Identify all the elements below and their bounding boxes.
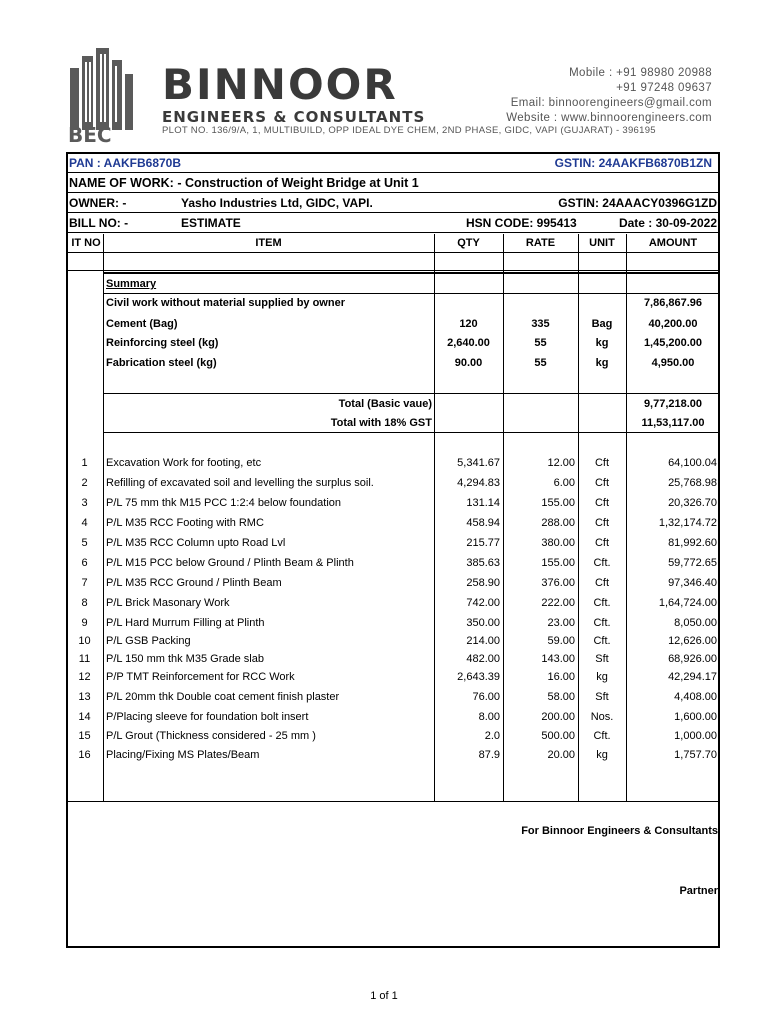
item-rate: 155.00 [541, 557, 575, 569]
grid-vline-item [103, 234, 104, 801]
column-header [66, 234, 720, 253]
item-description: Refilling of excavated soil and levelling the surplus soil. [106, 477, 374, 489]
summary-rate: 55 [534, 357, 547, 369]
item-qty: 2.0 [484, 730, 500, 742]
item-amount: 1,757.70 [674, 749, 717, 761]
item-description: P/L 150 mm thk M35 Grade slab [106, 653, 264, 665]
item-unit: Nos. [590, 711, 614, 723]
item-no: 5 [81, 537, 88, 549]
item-description: Placing/Fixing MS Plates/Beam [106, 749, 260, 761]
brand-subtitle: ENGINEERS & CONSULTANTS [162, 108, 426, 126]
total-basic-value: 9,77,218.00 [643, 398, 703, 410]
item-no: 14 [78, 711, 91, 723]
item-unit: Cft. [593, 597, 611, 609]
item-unit: Cft [594, 517, 610, 529]
item-amount: 1,64,724.00 [658, 597, 717, 609]
item-no: 6 [81, 557, 88, 569]
summary-amount: 4,950.00 [651, 357, 695, 369]
total-basic-label: Total (Basic vaue) [338, 398, 432, 410]
item-no: 3 [81, 497, 88, 509]
item-rate: 143.00 [541, 653, 575, 665]
item-amount: 1,32,174.72 [658, 517, 717, 529]
owner-value: Yasho Industries Ltd, GIDC, VAPI. [181, 196, 373, 210]
summary-item: Cement (Bag) [106, 318, 178, 330]
item-qty: 385.63 [466, 557, 500, 569]
item-rate: 6.00 [553, 477, 575, 489]
item-amount: 12,626.00 [668, 635, 717, 647]
item-rate: 288.00 [541, 517, 575, 529]
item-description: P/P TMT Reinforcement for RCC Work [106, 671, 295, 683]
header-row-owner [66, 193, 720, 213]
item-amount: 25,768.98 [668, 477, 717, 489]
item-amount: 8,050.00 [674, 617, 717, 629]
item-qty: 2,643.39 [457, 671, 500, 683]
website: Website : www.binnoorengineers.com [506, 112, 712, 124]
item-rate: 23.00 [547, 617, 575, 629]
item-rate: 16.00 [547, 671, 575, 683]
item-description: P/L M35 RCC Column upto Road Lvl [106, 537, 286, 549]
summary-amount: 40,200.00 [648, 318, 698, 330]
item-amount: 81,992.60 [668, 537, 717, 549]
item-qty: 76.00 [472, 691, 500, 703]
col-unit: UNIT [589, 237, 615, 249]
summary-amount: 7,86,867.96 [643, 297, 703, 309]
item-unit: Cft. [593, 557, 611, 569]
item-qty: 215.77 [466, 537, 500, 549]
summary-qty: 2,640.00 [447, 337, 490, 349]
item-qty: 131.14 [466, 497, 500, 509]
item-unit: kg [596, 671, 608, 683]
item-qty: 8.00 [478, 711, 500, 723]
item-unit: Cft [594, 457, 610, 469]
col-it-no: IT NO [71, 237, 101, 249]
item-description: P/L M35 RCC Footing with RMC [106, 517, 264, 529]
firm-signature-label: For Binnoor Engineers & Consultants [521, 825, 718, 837]
summary-unit: kg [595, 337, 609, 349]
item-rate: 59.00 [547, 635, 575, 647]
item-no: 15 [78, 730, 91, 742]
header-row-pan [66, 153, 720, 173]
item-unit: Cft [594, 577, 610, 589]
brand-block [162, 60, 426, 126]
col-qty: QTY [457, 237, 480, 249]
item-qty: 5,341.67 [457, 457, 500, 469]
bill-value: ESTIMATE [181, 216, 241, 230]
item-description: P/L M35 RCC Ground / Plinth Beam [106, 577, 282, 589]
grid-hline-summary-head [103, 293, 720, 294]
item-amount: 1,000.00 [674, 730, 717, 742]
item-no: 4 [81, 517, 88, 529]
item-no: 13 [78, 691, 91, 703]
item-rate: 222.00 [541, 597, 575, 609]
total-gst-value: 11,53,117.00 [641, 417, 705, 429]
item-no: 8 [81, 597, 88, 609]
item-amount: 1,600.00 [674, 711, 717, 723]
total-gst-label: Total with 18% GST [330, 417, 432, 429]
logo-text: BEC [68, 123, 112, 144]
item-no: 12 [78, 671, 91, 683]
item-no: 16 [78, 749, 91, 761]
summary-rate: 335 [531, 318, 550, 330]
item-rate: 20.00 [547, 749, 575, 761]
summary-item: Fabrication steel (kg) [106, 357, 217, 369]
item-qty: 4,294.83 [457, 477, 500, 489]
grid-hline-total-bottom [103, 432, 720, 433]
item-rate: 12.00 [547, 457, 575, 469]
bill-date: Date : 30-09-2022 [618, 216, 717, 230]
summary-amount: 1,45,200.00 [643, 337, 703, 349]
summary-item: Civil work without material supplied by owner [106, 297, 345, 309]
item-amount: 97,346.40 [668, 577, 717, 589]
pan-number: PAN : AAKFB6870B [69, 156, 182, 170]
item-rate: 200.00 [541, 711, 575, 723]
item-amount: 68,926.00 [668, 653, 717, 665]
item-no: 9 [81, 617, 88, 629]
item-unit: Cft [594, 477, 610, 489]
summary-title: Summary [106, 278, 157, 290]
item-qty: 350.00 [466, 617, 500, 629]
item-no: 7 [81, 577, 88, 589]
partner-label: Partner [679, 885, 718, 897]
summary-unit: Bag [591, 318, 613, 330]
summary-unit: kg [595, 357, 609, 369]
item-rate: 155.00 [541, 497, 575, 509]
item-no: 10 [78, 635, 91, 647]
name-of-work: NAME OF WORK: - Construction of Weight Bridge at Unit 1 [69, 176, 419, 190]
item-description: P/L 20mm thk Double coat cement finish plaster [106, 691, 340, 703]
item-amount: 20,326.70 [668, 497, 717, 509]
item-rate: 500.00 [541, 730, 575, 742]
grid-hline-1 [66, 270, 720, 271]
bill-label: BILL NO: - [69, 216, 129, 230]
item-description: P/L Brick Masonary Work [106, 597, 230, 609]
item-unit: Sft [595, 691, 609, 703]
item-unit: Sft [595, 653, 609, 665]
company-address: PLOT NO. 136/9/A, 1, MULTIBUILD, OPP IDEAL DYE CHEM, 2ND PHASE, GIDC, VAPI (GUJARAT) - 396195 [162, 125, 656, 136]
contact-block [506, 66, 712, 126]
item-description: P/L Hard Murrum Filling at Plinth [106, 617, 265, 629]
grid-hline-summary-top [103, 272, 720, 274]
brand-name: BINNOOR [162, 60, 398, 109]
item-rate: 58.00 [547, 691, 575, 703]
item-unit: Cft [594, 537, 610, 549]
item-qty: 742.00 [466, 597, 500, 609]
item-unit: Cft. [593, 617, 611, 629]
gstin-owner: GSTIN: 24AAACY0396G1ZD [558, 196, 717, 210]
summary-item: Reinforcing steel (kg) [106, 337, 219, 349]
col-rate: RATE [525, 237, 556, 249]
item-rate: 380.00 [541, 537, 575, 549]
item-qty: 482.00 [466, 653, 500, 665]
item-description: Excavation Work for footing, etc [106, 457, 262, 469]
gstin-firm: GSTIN: 24AAKFB6870B1ZN [554, 156, 712, 170]
item-unit: kg [596, 749, 608, 761]
item-unit: Cft. [593, 730, 611, 742]
item-description: P/Placing sleeve for foundation bolt insert [106, 711, 309, 723]
item-unit: Cft [594, 497, 610, 509]
item-description: P/L M15 PCC below Ground / Plinth Beam & Plinth [106, 557, 354, 569]
item-qty: 458.94 [466, 517, 500, 529]
summary-qty: 120 [459, 318, 478, 330]
mobile-1: Mobile : +91 98980 20988 [569, 67, 712, 79]
item-qty: 258.90 [466, 577, 500, 589]
item-qty: 87.9 [478, 749, 500, 761]
grid-hline-table-end [66, 801, 720, 802]
company-logo [66, 48, 154, 144]
header-row-work [66, 173, 720, 193]
item-description: P/L Grout (Thickness considered - 25 mm ) [106, 730, 316, 742]
item-no: 2 [81, 477, 88, 489]
item-amount: 64,100.04 [668, 457, 717, 469]
owner-label: OWNER: - [69, 196, 127, 210]
item-no: 1 [81, 457, 88, 469]
summary-qty: 90.00 [454, 357, 483, 369]
item-description: P/L GSB Packing [106, 635, 191, 647]
item-amount: 42,294.17 [668, 671, 717, 683]
email: Email: binnoorengineers@gmail.com [510, 97, 712, 109]
item-no: 11 [78, 653, 91, 665]
item-amount: 4,408.00 [674, 691, 717, 703]
col-item: ITEM [255, 237, 282, 249]
summary-rate: 55 [534, 337, 547, 349]
grid-hline-total-top [103, 393, 720, 394]
item-description: P/L 75 mm thk M15 PCC 1:2:4 below foundation [106, 497, 341, 509]
hsn-code: HSN CODE: 995413 [466, 216, 577, 230]
header-row-bill [66, 213, 720, 233]
item-amount: 59,772.65 [668, 557, 717, 569]
col-amount: AMOUNT [648, 237, 698, 249]
item-rate: 376.00 [541, 577, 575, 589]
item-qty: 214.00 [466, 635, 500, 647]
item-unit: Cft. [593, 635, 611, 647]
grid-vline-total-left [103, 393, 104, 433]
page-number: 1 of 1 [370, 990, 398, 1002]
mobile-2: +91 97248 09637 [616, 82, 712, 94]
